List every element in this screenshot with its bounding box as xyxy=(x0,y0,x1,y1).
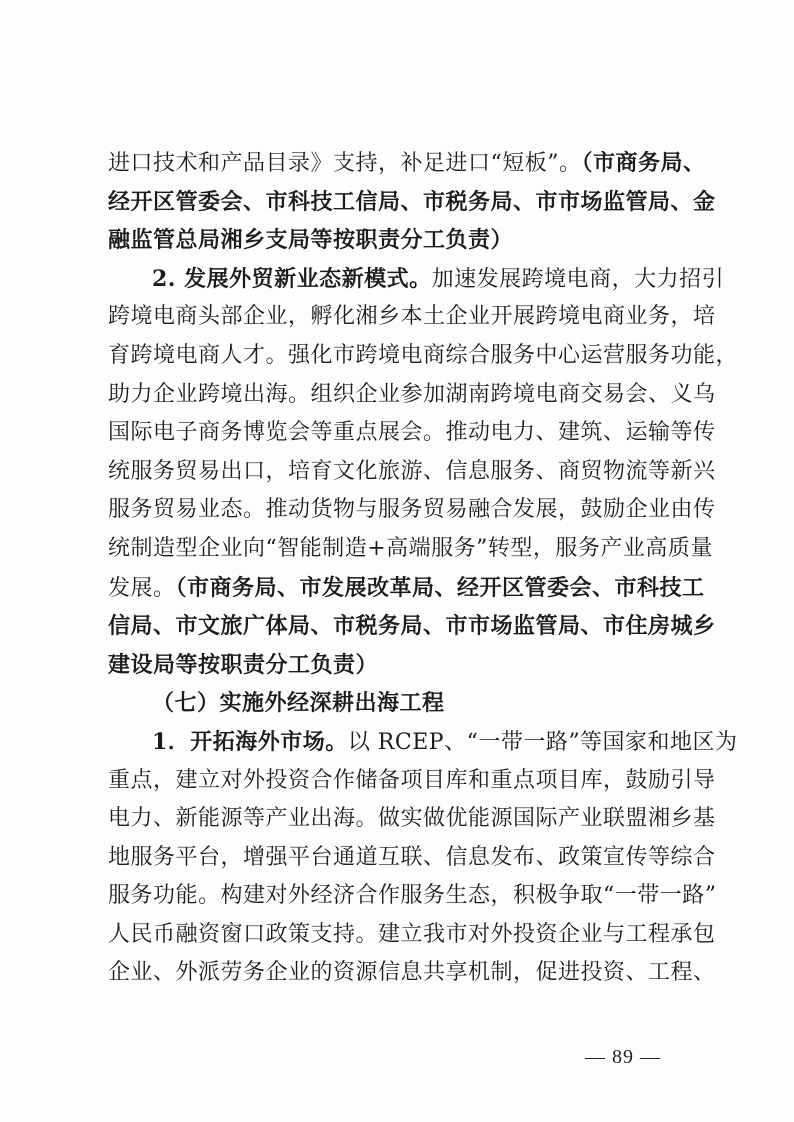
text-line xyxy=(108,183,716,222)
text-line xyxy=(108,453,716,492)
text-line xyxy=(108,569,705,608)
text-line xyxy=(108,762,716,801)
text-line xyxy=(108,414,716,453)
text-line xyxy=(108,337,739,376)
bold-text-run: 经开区管委会、市科技工信局、市税务局、市市场监管局、金 xyxy=(108,188,716,215)
text-line xyxy=(108,221,688,260)
text-line xyxy=(108,877,717,916)
text-line xyxy=(108,723,738,762)
bold-text-run: 2. 发展外贸新业态新模式。 xyxy=(152,265,432,292)
text-run: 电力、新能源等产业出海。做实做优能源国际产业联盟湘乡基 xyxy=(108,806,716,832)
text-run: 服务贸易业态。推动货物与服务贸易融合发展，鼓励企业由传 xyxy=(108,497,716,523)
text-line xyxy=(108,800,716,839)
text-line xyxy=(108,646,688,685)
text-line xyxy=(108,530,713,569)
text-run: 统制造型企业向“智能制造+高端服务”转型，服务产业高质量 xyxy=(108,535,713,561)
text-line xyxy=(108,916,716,955)
text-run: 人民币融资窗口政策支持。建立我市对外投资企业与工程承包 xyxy=(108,921,716,947)
body-text xyxy=(108,144,739,993)
text-line xyxy=(108,376,716,415)
text-run: 地服务平台，增强平台通道互联、信息发布、政策宣传等综合 xyxy=(108,844,716,870)
text-run: 进口技术和产品目录》支持，补足进口“短板”。 xyxy=(108,151,582,176)
bold-text-run: 信局、市文旅广体局、市税务局、市市场监管局、市住房城乡 xyxy=(108,613,716,640)
bold-text-run: （七）实施外经深耕出海工程 xyxy=(152,690,445,717)
text-line xyxy=(108,144,706,183)
text-run: 重点，建立对外投资合作储备项目库和重点项目库，鼓励引导 xyxy=(108,767,716,793)
page-number: — 89 — xyxy=(585,1046,661,1068)
bold-text-run: （市商务局、 xyxy=(581,150,706,176)
text-line xyxy=(108,607,716,646)
text-run: 国际电子商务博览会等重点展会。推动电力、建筑、运输等传 xyxy=(108,420,716,446)
text-line xyxy=(108,260,725,299)
text-run: 企业、外派劳务企业的资源信息共享机制，促进投资、工程、 xyxy=(108,960,716,986)
text-line xyxy=(108,491,716,530)
bold-text-run: 建设局等按职责分工负责） xyxy=(108,651,379,678)
text-run: 加速发展跨境电商，大力招引 xyxy=(431,266,725,292)
text-run: 统服务贸易出口，培育文化旅游、信息服务、商贸物流等新兴 xyxy=(108,458,716,484)
text-run: 跨境电商头部企业，孵化湘乡本土企业开展跨境电商业务，培 xyxy=(108,304,716,330)
text-line xyxy=(108,298,716,337)
text-line xyxy=(108,839,716,878)
bold-text-run: 融监管总局湘乡支局等按职责分工负责） xyxy=(108,227,514,254)
text-run: 育跨境电商人才。强化市跨境电商综合服务中心运营服务功能， xyxy=(108,342,739,368)
bold-text-run: 1．开拓海外市场。 xyxy=(152,728,348,755)
text-run: 发展。 xyxy=(108,575,176,601)
text-run: 助力企业跨境出海。组织企业参加湖南跨境电商交易会、义乌 xyxy=(108,381,716,407)
text-run: 以 RCEP、“一带一路”等国家和地区为 xyxy=(347,729,738,755)
text-run: 服务功能。构建对外经济合作服务生态，积极争取“一带一路” xyxy=(108,883,717,909)
text-line xyxy=(108,684,688,723)
text-line xyxy=(108,954,716,993)
bold-text-run: （市商务局、市发展改革局、经开区管委会、市科技工 xyxy=(175,574,705,601)
